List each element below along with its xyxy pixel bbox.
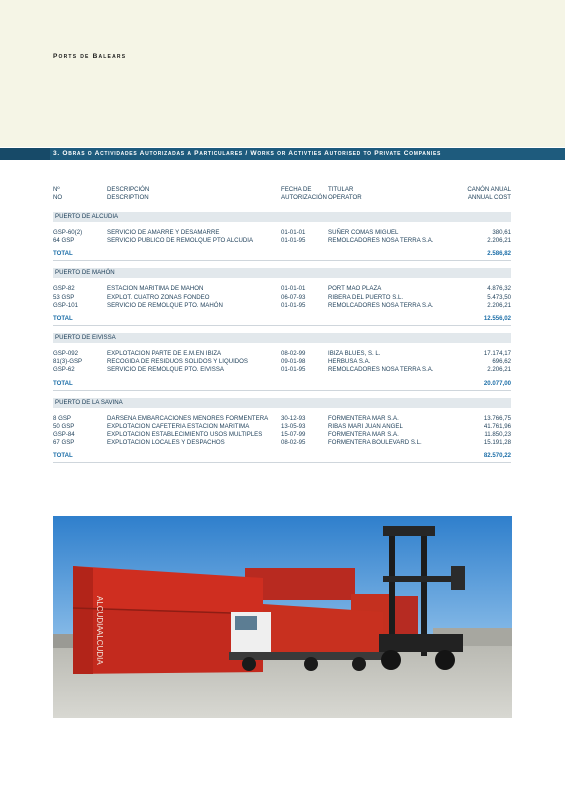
- cell-op: REMOLCADORES NOSA TERRA S.A.: [328, 301, 434, 309]
- cell-op: RIBERA DEL PUERTO S.L.: [328, 293, 404, 301]
- cell-amt: 11.850,23: [484, 430, 511, 438]
- cell-no: GSP-84: [53, 430, 75, 438]
- table-row: [53, 350, 511, 358]
- cell-op: SUÑER COMAS MIGUEL: [328, 229, 399, 236]
- cell-op: FORMENTERA MAR S.A.: [328, 414, 399, 422]
- total-label: TOTAL: [53, 379, 73, 387]
- cell-amt: 2.206,21: [487, 237, 511, 245]
- table-row: [53, 366, 511, 374]
- cell-date: 08-02-95: [281, 439, 306, 447]
- section-bar-stub: [0, 148, 50, 160]
- section-title: 3. Obras o Actividades Autorizadas a Particulares / Works or Activties Autorised to Private Companies: [53, 150, 442, 157]
- port-name: PUERTO DE MAHÓN: [53, 268, 511, 278]
- cell-amt: 2.206,21: [487, 366, 511, 374]
- cell-amt: 5.473,50: [487, 293, 511, 301]
- table-row: [53, 431, 511, 439]
- cell-date: 13-05-93: [281, 422, 306, 430]
- cell-date: 01-01-01: [281, 229, 306, 236]
- cell-no: GSP-82: [53, 285, 75, 293]
- cell-op: FORMENTERA MAR S.A.: [328, 430, 399, 438]
- container-terminal-illustration: [53, 516, 512, 718]
- cell-no: 67 GSP: [53, 439, 75, 447]
- total-row: [53, 452, 511, 463]
- table-row: [53, 415, 511, 423]
- container-lettering-bottom: ALCUDIA: [95, 630, 104, 665]
- running-head: Ports de Balears: [53, 53, 127, 60]
- table-row: [53, 358, 511, 366]
- cell-amt: 17.174,17: [483, 349, 511, 357]
- port-name: PUERTO DE ALCUDIA: [53, 212, 511, 222]
- table-row: [53, 294, 511, 302]
- port-rows: [53, 343, 511, 375]
- container-lettering-top: ALCUDIA: [95, 596, 104, 631]
- header-amt-text: CANÓN ANUAL ANNUAL COST: [467, 186, 511, 201]
- cell-no: GSP-62: [53, 366, 75, 374]
- cell-desc: EXPLOTACION PARTE DE E.M.EN IBIZA: [107, 349, 222, 357]
- cell-amt: 15.191,28: [483, 439, 511, 447]
- cell-op: RIBAS MARI JUAN ANGEL: [328, 422, 403, 430]
- cell-date: 01-01-95: [281, 301, 306, 309]
- port-rows: [53, 278, 511, 310]
- total-value: 2.586,82: [487, 250, 511, 258]
- cell-date: 08-02-99: [281, 349, 306, 357]
- table-row: [53, 423, 511, 431]
- port-blocks: [53, 212, 511, 463]
- truck: [229, 604, 387, 671]
- cell-desc: ESTACION MARITIMA DE MAHON: [107, 285, 204, 293]
- cell-no: 81(3)-GSP: [53, 358, 83, 366]
- cell-op: REMOLCADORES NOSA TERRA S.A.: [328, 237, 434, 245]
- total-label: TOTAL: [53, 452, 73, 460]
- table-row: [53, 302, 511, 310]
- section-bar: [0, 148, 565, 160]
- header-no: [53, 186, 62, 201]
- cell-desc: DARSENA EMBARCACIONES MENORES FORMENTERA: [107, 414, 269, 422]
- header-op: [328, 186, 362, 201]
- cell-desc: SERVICIO DE REMOLQUE PTO. MAHÓN: [107, 301, 223, 309]
- port-name: PUERTO DE EIVISSA: [53, 333, 511, 343]
- cell-date: 01-01-01: [281, 285, 306, 293]
- header-no-text: Nº NO: [53, 186, 63, 201]
- header-op-text: TITULAR OPERATOR: [328, 186, 362, 201]
- cell-desc: EXPLOTACION LOCALES Y DESPACHOS: [107, 439, 225, 447]
- total-value: 12.556,02: [483, 314, 511, 322]
- cell-desc: EXPLOTACION ESTABLECIMIENTO USOS MULTIPLES: [107, 430, 263, 438]
- total-row: [53, 380, 511, 391]
- cell-amt: 13.766,75: [483, 414, 511, 422]
- authorizations-table: [53, 186, 511, 470]
- header-band: [0, 0, 565, 147]
- cell-desc: RECOGIDA DE RESIDUOS SOLIDOS Y LIQUIDOS: [107, 358, 248, 366]
- header-date-text: FECHA DE AUTORIZACIÓN: [281, 186, 327, 201]
- cell-date: 15-07-99: [281, 430, 306, 438]
- header-desc: [107, 186, 149, 201]
- total-row: [53, 250, 511, 261]
- table-row: [53, 439, 511, 447]
- total-value: 82.570,22: [483, 452, 511, 460]
- header-desc-text: DESCRIPCIÓN DESCRIPTION: [107, 186, 150, 201]
- cell-amt: 696,62: [492, 358, 511, 366]
- cell-desc: SERVICIO PUBLICO DE REMOLQUE PTO ALCUDIA: [107, 237, 254, 245]
- port-photo: [53, 516, 512, 718]
- cell-desc: SERVICIO DE AMARRE Y DESAMARRE: [107, 229, 220, 236]
- cell-no: 8 GSP: [53, 414, 71, 422]
- cell-date: 06-07-93: [281, 293, 306, 301]
- cell-no: GSP-092: [53, 349, 79, 357]
- cell-op: HERBUSA S.A.: [328, 358, 371, 366]
- cell-date: 30-12-93: [281, 414, 306, 422]
- cell-no: 53 GSP: [53, 293, 75, 301]
- cell-desc: EXPLOT. CUATRO ZONAS FONDEO: [107, 293, 210, 301]
- cell-no: 50 GSP: [53, 422, 75, 430]
- cell-desc: EXPLOTACION CAFETERIA ESTACION MARITIMA: [107, 422, 250, 430]
- cell-no: GSP-101: [53, 301, 79, 309]
- cell-op: PORT MAO PLAZA: [328, 285, 382, 293]
- cell-amt: 4.876,32: [487, 285, 511, 293]
- port-rows: [53, 408, 511, 448]
- table-row: [53, 285, 511, 293]
- table-header: [53, 186, 511, 206]
- port-rows: [53, 222, 511, 245]
- cell-desc: SERVICIO DE REMOLQUE PTO. EIVISSA: [107, 366, 224, 374]
- total-value: 20.077,00: [483, 379, 511, 387]
- cell-date: 01-01-95: [281, 366, 306, 374]
- cell-no: GSP-60(2): [53, 229, 83, 236]
- table-row: [53, 237, 511, 245]
- cell-date: 01-01-95: [281, 237, 306, 245]
- cell-amt: 41.761,96: [483, 422, 511, 430]
- port-name: PUERTO DE LA SAVINA: [53, 398, 511, 408]
- total-row: [53, 315, 511, 326]
- cell-no: 64 GSP: [53, 237, 75, 245]
- cell-date: 09-01-98: [281, 358, 306, 366]
- header-amt: [467, 186, 511, 201]
- total-label: TOTAL: [53, 314, 73, 322]
- cell-op: IBIZA BLUES, S. L.: [328, 349, 381, 357]
- cell-amt: 2.206,21: [487, 301, 511, 309]
- total-label: TOTAL: [53, 250, 73, 258]
- cell-amt: 380,61: [492, 229, 511, 236]
- cell-op: FORMENTERA BOULEVARD S.L.: [328, 439, 422, 447]
- cell-op: REMOLCADORES NOSA TERRA S.A.: [328, 366, 434, 374]
- header-date: [281, 186, 327, 201]
- table-row: [53, 229, 511, 237]
